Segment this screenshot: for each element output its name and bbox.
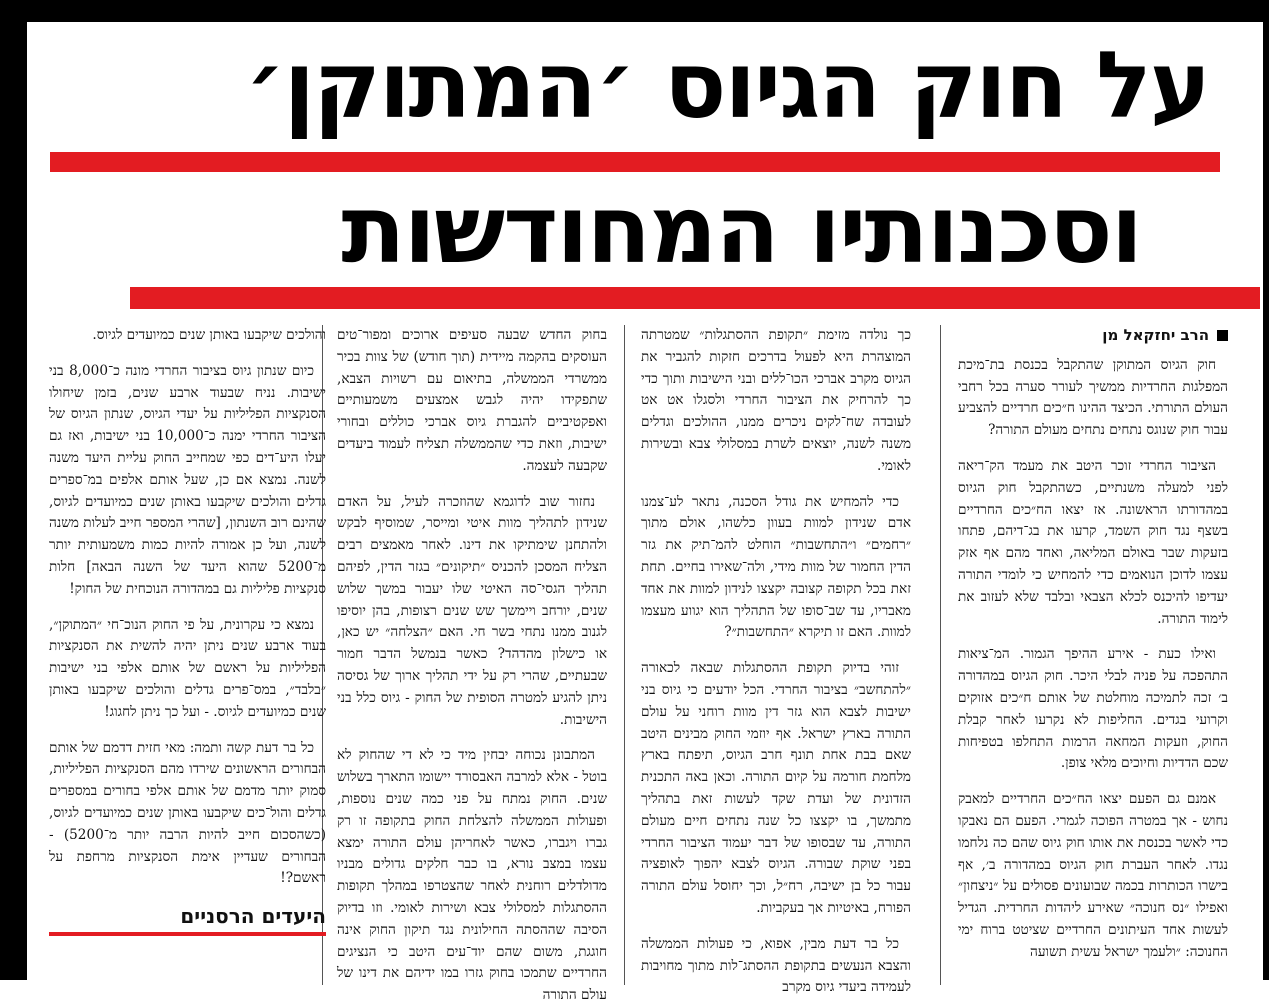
headline-line-1: על חוק הגיוס ׳המתוקן׳ xyxy=(244,32,1209,139)
paragraph: כל בר דעת מבין, אפוא, כי פעולות הממשלה והצבא הנעשים בתקופת ההסתג־לות מתוך מחויבות לעמידה ביעדי גיוס מקרב xyxy=(641,935,911,996)
byline xyxy=(958,325,1228,347)
article-column-3 xyxy=(337,325,607,1004)
column-divider xyxy=(940,325,941,985)
paragraph: ואילו כעת - אירע ההיפך הגמור. המ־ציאות התהפכה על פניה לבלי היכר. חוק הגיוס במהדורה ב׳ זכה לתמיכה מוחלטת של אותם ח״כים אזוקים וקרועי בגדים. החליפות לא נקרעו לאחר קבלת החוק, וזעקות המחאה הרמות התחלפו בטפיחות שכם הדדיות וחיוכים מלאי צופן. xyxy=(958,646,1228,772)
headline-line-2: וסכנותיו המחודשות xyxy=(341,176,1141,285)
paragraph: חוק הגיוס המתוקן שהתקבל בכנסת בת־מיכת המפלגות החרדיות ממשיך לעורר סערה בכל רחבי העולם התורתי. הכיצד ההינו ח״כים חרדיים להצביע עבור חוק שנוגס נתחים נתחים מעולם התורה? xyxy=(958,356,1228,439)
square-bullet-icon xyxy=(1217,330,1228,341)
paragraph: והולכים שיקבעו באותן שנים כמיועדים לגיוס. xyxy=(92,327,326,343)
column-divider xyxy=(624,325,625,985)
top-border xyxy=(0,0,1269,22)
paragraph: הציבור החרדי זוכר היטב את מעמד הק־ריאה לפני למעלה משנתיים, כשהתקבל חוק הגיוס במהדורתו הראשונה. אז יצאו הח״כים החרדיים בשצף נגד חוק השמד, קרעו את בג־דיהם, פתחו בזעקות שבר באולם המליאה, ואחד מהם אף אזק עצמו לדוכן הנואמים כדי להמחיש כי לומדי התורה יעדיפו להיכנס לכלא הצבאי ובלבד שלא לעזוב את לימוד התורה. xyxy=(958,457,1228,627)
paragraph: נחזור שוב לדוגמא שהוזכרה לעיל, על האדם שנידון לתהליך מוות איטי ומייסר, שמוסיף לבקש ולהתחנן שימתיקו את דינו. לאחר מאמצים רבים הצליח המסכן להכניס ״תיקונים״ בגזר הדין, לפיהם תהליך הגסי־סה האיטי שלו יעבור במשך שלוש שנים, יורחב ויימשך שש שנים רצופות, בהן יוסיפו לגנוב ממנו נתחי בשר חי. האם ״הצלחה״ יש כאן, או כישלון מהדהד? כאשר בנמשל הדבר חמור שבעתיים, שהרי רק על ידי תהליך ארוך של גסיסה ניתן להגיע למטרה הסופית של החוק - גיוס כלל בני הישיבות. xyxy=(337,493,607,728)
article-column-2 xyxy=(641,325,911,996)
paragraph: אמנם גם הפעם יצאו הח״כים החרדיים למאבק נחוש - אך במטרה הפוכה לגמרי. הפעם הם נאבקו כדי לאשר בכנסת את אותו חוק גיוס שהם כה נלחמו נגדו. לאחר העברת חוק הגיוס במהדורה ב׳, אף בישרו הכותרות בכמה שבועונים פסולים על ״ניצחון״ ואפילו ״נס חנוכה״ שאירע ליהדות החרדית. הגדיל לעשות אחד העיתונים החרדיים שציטט ברוח ימי החנוכה: ״ולעמך ישראל עשית תשועה xyxy=(958,791,1228,960)
paragraph: בחוק החדש שבעה סעיפים ארוכים ומפור־טים העוסקים בהקמה מיידית (תוך חודש) של צוות בכיר ממשרדי הממשלה, בתיאום עם רשויות הצבא, שתפקידו יהיה לגבש אמצעים משמעותיים ואפקטיביים להגברת גיוס אברכי כוללים ובחורי ישיבות, וזאת כדי שהממשלה תצליח לעמוד ביעדים שקבעה לעצמה. xyxy=(337,327,607,474)
paragraph: זוהי בדיוק תקופת ההסתגלות שבאה לכאורה ״להתחשב״ בציבור החרדי. הכל יודעים כי גיוס בני ישיבות לצבא הוא גזר דין מוות רוחני על עולם התורה בארץ ישראל. אף יוזמי החוק מבינים היטב שאם בבת אחת תונף חרב הגיוס, תיפתח בארץ מלחמת חורמה על קיום התורה. וכאן באה התכנית הזדונית של ועדת שקד לעשות זאת בתהליך מתמשך, בו יקצצו כל שנה נתחים חיים מעולם התורה, עד שבסופו של דבר יעמוד הציבור החרדי בפני שוקת שבורה. הגיוס לצבא יהפוך לאופציה עבור כל בן ישיבה, רח״ל, וכך יחוסל עולם התורה הפורח, באיטיות אך בעקביות. xyxy=(641,660,911,916)
paragraph: נמצא כי עקרונית, על פי החוק הנוכ־חי ״המתוקן״, בעוד ארבע שנים ניתן יהיה להשית את הסנקציות הפליליות על ראשם של אותם אלפי בני ישיבות ״בלבד״, במס־פרים גדלים והולכים שיקבעו באותן שנים כמיועדים לגיוס. - ועל כך ניתן לחגוג! xyxy=(49,616,326,720)
paragraph: המתבונן נכוחה יבחין מיד כי לא די שהחוק לא בוטל - אלא למרבה האבסורד יישומו התארך בשלוש שנים. החוק נמתח על פני כמה שנים נוספות, ופעולות הממשלה להצלחת החוק בתקופה זו רק גברו ויגברו, כאשר לאחריהן עולם התורה ימצא עצמו במצב נורא, בו כבר חלקים גדולים מבניו מדולדלים רוחנית לאחר שהצטרפו במהלך תקופות ההסתגלות למסלולי צבא ושירות לאומי. וזו בדיוק הסיבה שההסתה החילונית נגד תיקון החוק אינה חוגגת, משום שהם יוד־עים היטב כי הנציגים החרדיים שתמכו בחוק גזרו במו ידיהם את דינו של עולם התורה xyxy=(337,747,607,1004)
article-column-4 xyxy=(49,325,326,985)
right-border xyxy=(1263,0,1269,980)
headline-underline-2 xyxy=(130,287,1260,309)
left-border xyxy=(0,0,27,980)
paragraph: כל בר דעת קשה ותמה: מאי חזית דדמם של אותם הבחורים הראשונים שירדו מהם הסנקציות הפליליות, סמוק יותר מדמם של אותם אלפי בחורים במספרים גדלים והול־כים שיקבעו באותן שנים כמיועדים לגיוס, (כשהסכום חייב להיות הרבה יותר מ־5200) - הבחורים שעדיין אימת הסנקציות מרחפת על ראשם?! xyxy=(49,739,327,887)
headline-underline-1 xyxy=(50,152,1220,172)
section-subhead: היעדים הרסניים xyxy=(180,904,326,929)
paragraph: כדי להמחיש את גודל הסכנה, נתאר לע־צמנו אדם שנידון למוות בעוון כלשהו, אולם מתוך ״רחמים״ ו״התחשבות״ הוחלט להמ־תיק את גזר הדין החמור של מוות מידי, ולה־שאירו בחיים. תחת זאת בכל תקופה קצובה יקצצו לנידון למוות את אחד מאבריו, עד שב־סופו של התהליך הוא יגווע מעצמו למוות. האם זו תיקרא ״התחשבות״? xyxy=(641,493,911,641)
subhead-underline xyxy=(49,932,326,936)
article-column-1 xyxy=(958,325,1228,985)
paragraph: כך נולדה מזימת ״תקופת ההסתגלות״ שמטרתה המוצהרת היא לפעול בדרכים חזקות להגביר את הגיוס מקרב אברכי הכו־ללים ובני הישיבות ותוך כדי כך להרחיק את הציבור החרדי ולסגלו אט אט לעובדה שח־לקים ניכרים ממנו, ההולכים וגדלים משנה לשנה, יוצאים לשרת במסלולי צבא ובשירות לאומי. xyxy=(641,327,911,474)
paragraph: כיום שנתון גיוס בציבור החרדי מונה כ־8,000 בני ישיבות. נניח שבעוד ארבע שנים, בזמן שיחולו הסנקציות הפליליות על יעדי הגיוס, שנתון הגיוס של הציבור החרדי ימנה כ־10,000 בני ישיבות, ואז גם יעלו היע־דים כפי שמחייב החוק עליית היעד משנה לשנה. נמצא אם כן, שעל אותם אלפים במ־ספרים גדלים והולכים שיקבעו באותן שנים כמיועדים לגיוס, שהינם רוב השנתון, [שהרי המספר חייב לעלות משנה לשנה, ועל כן אמורה להיות כמות משמעותית יותר מ־5200 שהוא היעד של השנה הבאה] חלות סנקציות פליליות גם במהדורה הנוכחית של החוק! xyxy=(49,362,326,597)
author-name: הרב יחזקאל מן xyxy=(1102,326,1209,344)
